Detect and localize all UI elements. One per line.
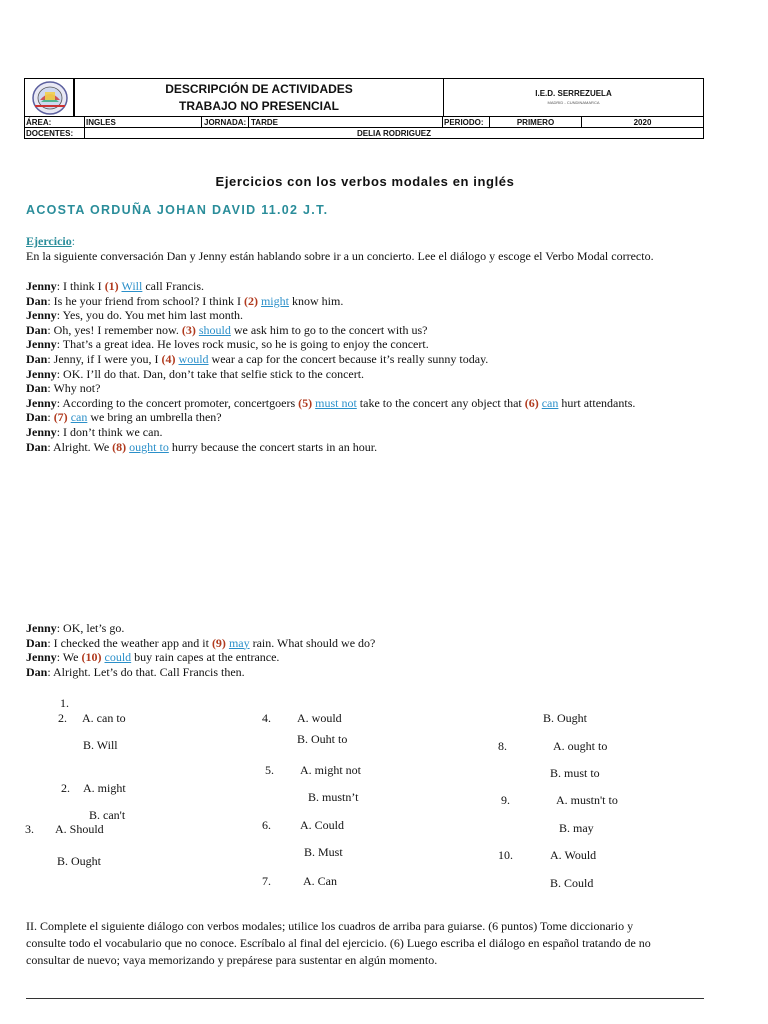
student-name: ACOSTA ORDUÑA JOHAN DAVID 11.02 J.T. <box>26 203 329 217</box>
answer: could <box>104 650 132 665</box>
option-a: A. Can <box>303 874 337 888</box>
title-cell <box>74 78 444 117</box>
instructions: En la siguiente conversación Dan y Jenny están hablando sobre ir a un concierto. Lee el diálogo y escoge el Verbo Modal correcto. <box>26 249 654 263</box>
logo-cell <box>24 78 74 117</box>
option-b: B. must to <box>550 766 600 780</box>
line-text: wear a cap for the concert because it’s really sunny today. <box>208 351 489 366</box>
speaker: Dan <box>26 293 48 308</box>
line-text: : Yes, you do. You met him last month. <box>56 308 244 323</box>
dialogue-line <box>26 367 635 382</box>
school-name: I.E.D. SERREZUELA <box>535 89 612 98</box>
title-line-1: DESCRIPCIÓN DE ACTIVIDADES <box>165 82 353 96</box>
speaker: Jenny <box>26 424 57 439</box>
dialogue-line <box>26 294 635 309</box>
line-text: : Why not? <box>47 381 101 396</box>
periodo-value: PRIMERO <box>516 118 555 127</box>
exercise-label: Ejercicio <box>26 234 72 248</box>
option-a: A. would <box>297 711 342 725</box>
line-text: : According to the concert promoter, concertgoers <box>56 395 299 410</box>
dialogue-block <box>26 279 635 454</box>
answer: may <box>228 635 250 650</box>
blank-number: (6) <box>524 395 539 410</box>
blank-number: (10) <box>81 650 102 665</box>
line-text: hurry because the concert starts in an hour. <box>168 439 378 454</box>
school-seal-icon <box>27 80 73 116</box>
speaker: Jenny <box>26 308 57 323</box>
option-number: 5. <box>265 763 274 777</box>
speaker: Dan <box>26 664 48 679</box>
line-text: : <box>47 410 54 425</box>
dialogue-line <box>26 381 635 396</box>
line-text: : I don’t think we can. <box>56 424 163 439</box>
option-b: B. Will <box>83 738 118 752</box>
answer: might <box>260 293 289 308</box>
line-text: buy rain capes at the entrance. <box>131 650 280 665</box>
option-a: A. might not <box>300 763 362 777</box>
dialogue-line <box>26 337 635 352</box>
option-b: B. Could <box>550 876 594 890</box>
blank-number: (1) <box>104 279 119 293</box>
exercise-colon: : <box>71 234 76 248</box>
docentes-value-cell <box>84 127 704 139</box>
option-b: B. Ought <box>57 854 102 868</box>
speaker: Dan <box>26 439 48 454</box>
jornada-label: JORNADA: <box>204 118 247 127</box>
speaker: Dan <box>26 381 48 396</box>
answer: can <box>541 395 559 410</box>
speaker: Dan <box>26 635 48 650</box>
option-a: A. Would <box>550 848 597 862</box>
part2-line-3: consultar de nuevo; vaya memorizando y prepárese para sustentar en algún momento. <box>26 953 438 967</box>
blank-number: (3) <box>181 322 196 337</box>
option-number: 7. <box>262 874 271 888</box>
option-a: A. ought to <box>553 739 608 753</box>
line-text: rain. What should we do? <box>249 635 376 650</box>
option-number: 3. <box>25 822 34 836</box>
line-text: : Jenny, if I were you, I <box>47 351 162 366</box>
option-b: B. Ouht to <box>297 732 348 746</box>
year-value: 2020 <box>633 118 652 127</box>
option-b: B. Ought <box>543 711 588 725</box>
option-b: B. mustn’t <box>308 790 359 804</box>
dialogue-line <box>26 410 635 425</box>
line-text: hurt attendants. <box>558 395 636 410</box>
option-a: A. mustn't to <box>556 793 618 807</box>
part2-line-2: consulte todo el vocabulario que no conoce. Escríbalo al final del ejercicio. (6) Luego escriba el diálogo en español tratando de no <box>26 936 651 950</box>
school-cell <box>443 78 704 117</box>
line-text: we ask him to go to the concert with us? <box>230 322 428 337</box>
line-text: : I think I <box>56 279 105 293</box>
option-b: B. can't <box>89 808 126 822</box>
document-title: Ejercicios con los verbos modales en inglés <box>215 174 515 189</box>
docentes-label-cell <box>24 127 85 139</box>
line-text: : OK, let’s go. <box>56 621 125 635</box>
dialogue-line <box>26 621 375 636</box>
header-table <box>24 78 704 139</box>
line-text: : We <box>56 650 82 665</box>
speaker: Jenny <box>26 337 57 352</box>
blank-number: (5) <box>298 395 313 410</box>
option-number: 8. <box>498 739 507 753</box>
speaker: Dan <box>26 322 48 337</box>
line-text: : Alright. We <box>47 439 113 454</box>
line-text: take to the concert any object that <box>356 395 525 410</box>
line-text: : That’s a great idea. He loves rock music, so he is going to enjoy the concert. <box>56 337 429 352</box>
option-number: 2. <box>58 711 67 725</box>
line-text: : Oh, yes! I remember now. <box>47 322 182 337</box>
line-text: know him. <box>288 293 344 308</box>
speaker: Dan <box>26 351 48 366</box>
docentes-value: DELIA RODRIGUEZ <box>357 129 431 138</box>
option-number: 6. <box>262 818 271 832</box>
docentes-label: DOCENTES: <box>26 129 74 138</box>
dialogue-line <box>26 323 635 338</box>
speaker: Jenny <box>26 650 57 665</box>
line-text: : OK. I’ll do that. Dan, don’t take that selfie stick to the concert. <box>56 366 365 381</box>
answer: Will <box>121 279 143 293</box>
dialogue-line <box>26 425 635 440</box>
answer: would <box>178 351 209 366</box>
dialogue-line <box>26 650 375 665</box>
bottom-rule <box>26 998 704 999</box>
option-number: 9. <box>501 793 510 807</box>
option-number: 4. <box>262 711 271 725</box>
answer: must not <box>315 395 357 410</box>
dialogue-line <box>26 396 635 411</box>
line-text: : I checked the weather app and it <box>47 635 212 650</box>
answer: should <box>198 322 231 337</box>
exercise-heading <box>26 234 75 249</box>
option-a: A. Could <box>300 818 345 832</box>
blank-number: (9) <box>211 635 226 650</box>
dialogue-line <box>26 440 635 455</box>
speaker: Jenny <box>26 621 57 635</box>
speaker: Dan <box>26 410 48 425</box>
option-b: B. may <box>559 821 594 835</box>
part2-line-1: II. Complete el siguiente diálogo con verbos modales; utilice los cuadros de arriba para guiarse. (6 puntos) Tome diccionario y <box>26 919 634 933</box>
line-text: we bring an umbrella then? <box>87 410 222 425</box>
line-text: : Is he your friend from school? I think I <box>47 293 244 308</box>
periodo-label: PERIODO: <box>444 118 484 127</box>
answer: can <box>70 410 88 425</box>
dialogue-line <box>26 279 635 294</box>
school-location: MADRID - CUNDINAMARCA <box>547 100 600 105</box>
dialogue-line <box>26 665 375 680</box>
option-a: A. Should <box>55 822 104 836</box>
answer: ought to <box>129 439 169 454</box>
line-text: : Alright. Let’s do that. Call Francis then. <box>47 664 245 679</box>
dialogue-block-2 <box>26 621 375 679</box>
dialogue-line <box>26 352 635 367</box>
area-label: ÁREA: <box>26 118 52 127</box>
blank-number: (2) <box>243 293 258 308</box>
speaker: Jenny <box>26 279 57 293</box>
blank-number: (4) <box>161 351 176 366</box>
speaker: Jenny <box>26 395 57 410</box>
jornada-value: TARDE <box>251 118 278 127</box>
option-a: A. might <box>83 781 126 795</box>
option-number: 10. <box>498 848 513 862</box>
area-value: INGLES <box>86 118 116 127</box>
option-number: 2. <box>61 781 70 795</box>
dialogue-line <box>26 308 635 323</box>
option-a: A. can to <box>82 711 126 725</box>
blank-number: (8) <box>112 439 127 454</box>
blank-number: (7) <box>53 410 68 425</box>
option-number: 1. <box>60 696 69 710</box>
line-text: call Francis. <box>142 279 204 293</box>
speaker: Jenny <box>26 366 57 381</box>
dialogue-line <box>26 636 375 651</box>
option-b: B. Must <box>304 845 343 859</box>
title-line-2: TRABAJO NO PRESENCIAL <box>178 99 339 113</box>
